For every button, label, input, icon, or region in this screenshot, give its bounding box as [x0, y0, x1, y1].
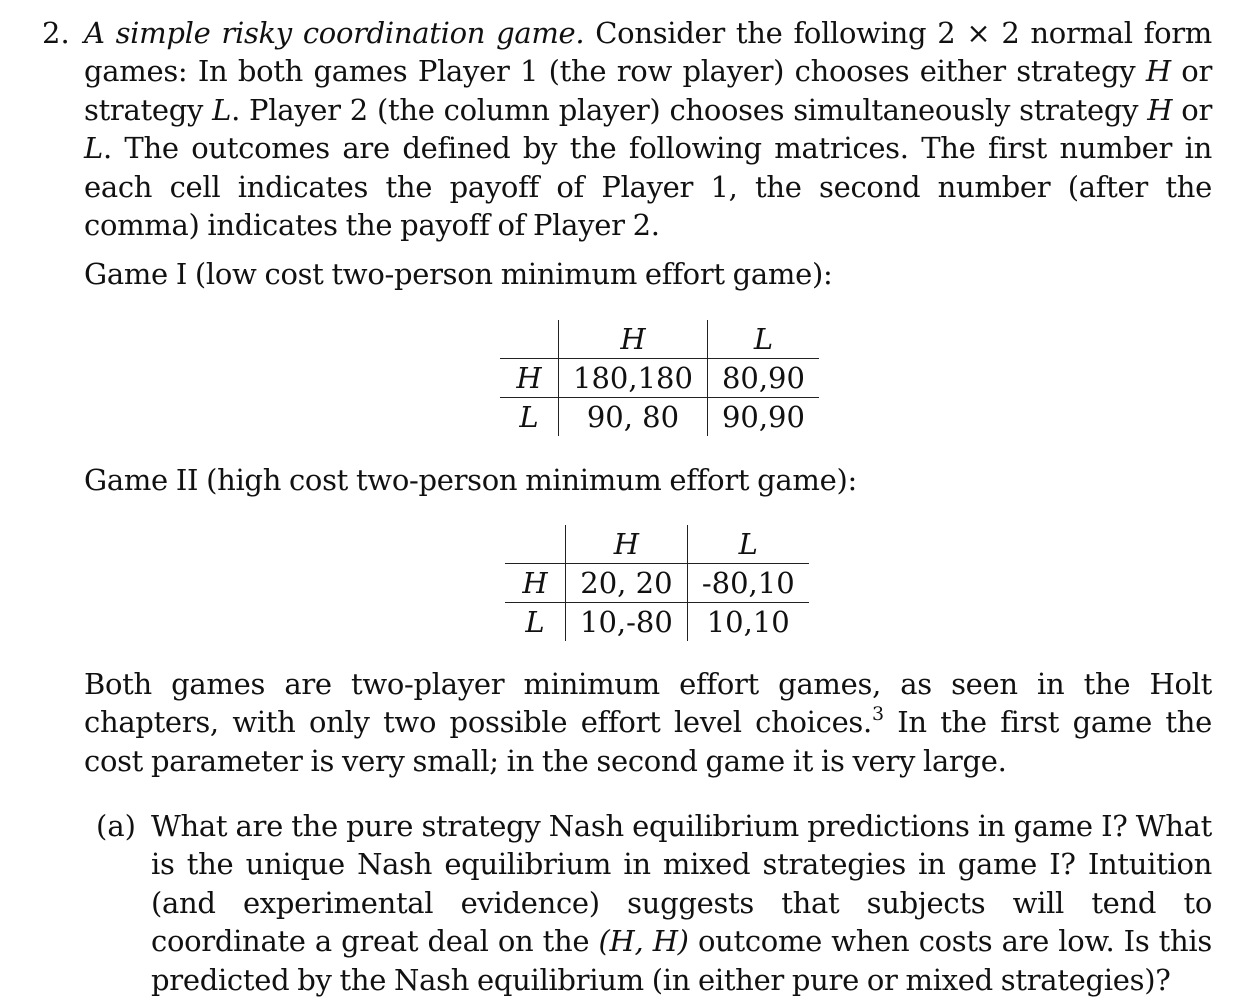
col-header: L: [707, 320, 819, 359]
game1-title: Game I (low cost two-person minimum effort game):: [84, 257, 833, 291]
row-header: L: [519, 400, 539, 434]
summary-text-a: Both games are two-player minimum effort games, as seen in the Holt chapters, with only two possible effort level choices.: [84, 667, 1212, 740]
problem-number: 2.: [42, 16, 70, 50]
payoff-cell: 90, 80: [559, 398, 708, 437]
intro-text-a: Consider the following 2 × 2 normal form games: In both games Player 1 (the row player) chooses either strategy: [84, 16, 1213, 89]
row-header: L: [525, 605, 545, 639]
payoff-cell: 10,-80: [566, 603, 688, 642]
intro-text-c: . Player 2 (the column player) chooses simultaneously strategy: [231, 92, 1148, 127]
row-header: H: [505, 564, 566, 603]
game1-payoff-matrix: [500, 320, 819, 436]
intro-text-e: . The outcomes are defined by the following matrices. The first number in each cell indicates the payoff of Player 1, the second number (after the comma) indicates the payoff of Player 2.: [84, 131, 1212, 243]
payoff-cell: 20, 20: [566, 564, 688, 603]
payoff-cell: 90,90: [707, 398, 819, 437]
outcome-hh: (H, H): [598, 924, 689, 959]
matrix-corner: [500, 320, 559, 359]
symbol-h: H: [1145, 54, 1171, 89]
question-a-text-a: What are the pure strategy Nash equilibrium predictions in game I? What is the unique Nash equilibrium in mixed strategies in game I? Intuition (and experimental evidence) suggests that subjects will tend to coordinate a great deal on the: [151, 809, 1212, 959]
col-header: H: [566, 525, 688, 564]
game2-payoff-matrix: [505, 525, 809, 641]
question-a-text-b: outcome when costs are low. Is this predicted by the Nash equilibrium (in either pure or mixed strategies)?: [151, 924, 1212, 997]
footnote-mark: 3: [871, 703, 884, 726]
question-a-label: (a): [96, 809, 136, 843]
symbol-l: L: [84, 131, 103, 166]
col-header: L: [687, 525, 808, 564]
row-header: H: [500, 359, 559, 398]
problem-title: A simple risky coordination game.: [84, 16, 585, 50]
col-header: H: [559, 320, 708, 359]
intro-text-b: or strategy: [84, 54, 1213, 127]
payoff-cell: 10,10: [687, 603, 808, 642]
summary-paragraph: [84, 665, 1212, 780]
symbol-h: H: [1147, 92, 1173, 127]
matrix-corner: [505, 525, 566, 564]
summary-text-b: In the first game the cost parameter is very small; in the second game it is very large.: [84, 705, 1212, 778]
symbol-l: L: [212, 92, 232, 127]
payoff-cell: 180,180: [559, 359, 708, 398]
payoff-cell: 80,90: [707, 359, 819, 398]
game2-title: Game II (high cost two-person minimum effort game):: [84, 463, 857, 497]
question-a-text: [151, 807, 1212, 999]
payoff-cell: -80,10: [687, 564, 808, 603]
intro-text-d: or: [1172, 92, 1213, 127]
problem-intro: [84, 14, 1212, 244]
